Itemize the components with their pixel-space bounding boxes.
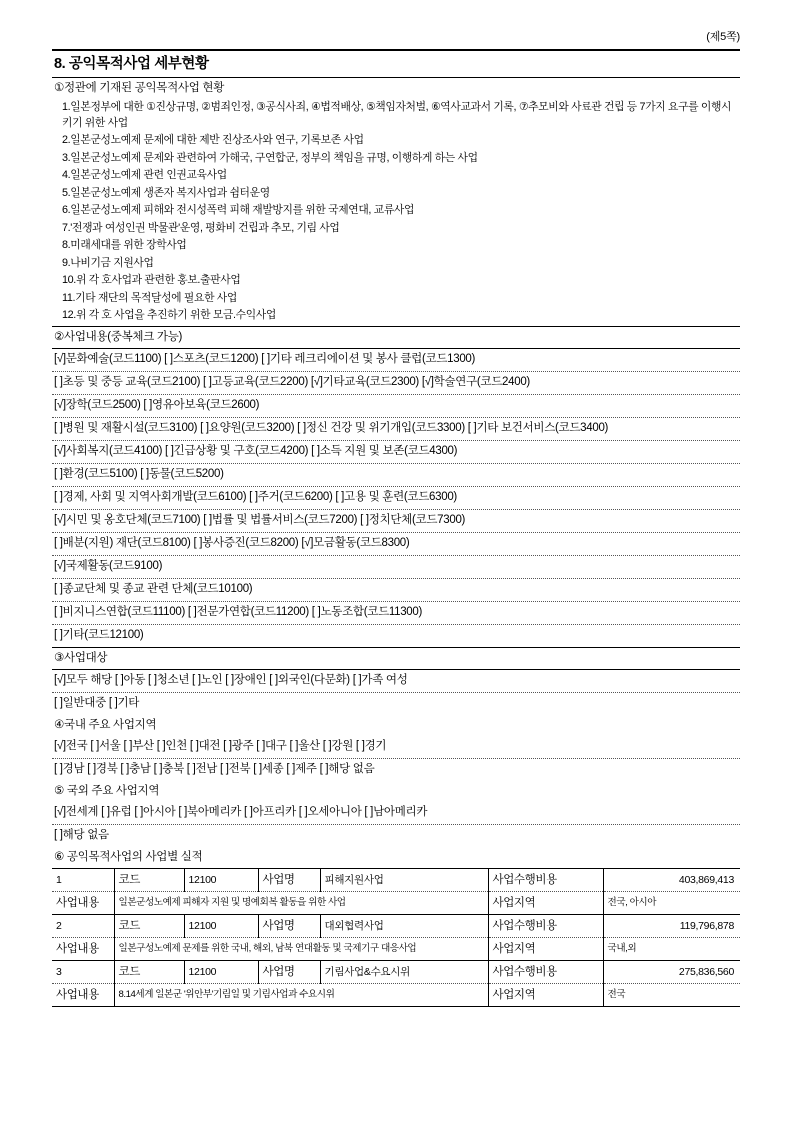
checkbox-row[interactable]: [ ]해당 없음 <box>54 829 109 841</box>
section-heading-3: ③사업대상 <box>52 648 740 670</box>
articles-list <box>52 99 740 327</box>
program-performance-table <box>52 868 740 1007</box>
section-heading-4: ④국내 주요 사업지역 <box>54 718 157 731</box>
content-value: 8.14세계 일본군 '위안부'기림일 및 기림사업과 수요시위 <box>114 983 488 1006</box>
checkbox-row[interactable]: [√]전세계 [ ]유럽 [ ]아시아 [ ]북아메리카 [ ]아프리카 [ ]오세아니아 [ ]남아메리카 <box>52 802 740 825</box>
page-content <box>52 30 740 1007</box>
code-value: 12100 <box>184 960 258 983</box>
list-item: 2.일본군성노예제 문제에 대한 제반 진상조사와 연구, 기록보존 사업 <box>62 134 364 146</box>
checkbox-row[interactable]: [ ]종교단체 및 종교 관련 단체(코드10100) <box>52 579 740 602</box>
section-heading-5: ⑤ 국외 주요 사업지역 <box>54 784 160 797</box>
list-item: 3.일본군성노예제 문제와 관련하여 가해국, 구연합군, 정부의 책임을 규명, 이행하게 하는 사업 <box>62 151 478 164</box>
content-value: 일본군성노예제 피해자 지원 및 명예회복 활동을 위한 사업 <box>114 891 488 914</box>
program-name-value: 기림사업&수요시위 <box>320 960 488 983</box>
business-content-checklist <box>52 348 740 648</box>
page-title: 8. 공익목적사업 세부현황 <box>52 49 740 78</box>
checkbox-row[interactable]: [√]시민 및 옹호단체(코드7100) [ ]법률 및 법률서비스(코드7200) [ ]정치단체(코드7300) <box>52 510 740 533</box>
table-row <box>52 983 740 1006</box>
content-label: 사업내용 <box>52 983 114 1006</box>
section-heading-1: ①정관에 기재된 공익목적사업 현황 <box>54 82 225 94</box>
code-value: 12100 <box>184 868 258 891</box>
region-value: 국내,외 <box>603 937 740 960</box>
list-item: 10.위 각 호사업과 관련한 홍보.출판사업 <box>62 274 241 286</box>
cost-value: 403,869,413 <box>603 868 740 891</box>
program-name-value: 피해지원사업 <box>320 868 488 891</box>
list-item: 9.나비기금 지원사업 <box>62 256 154 269</box>
region-label: 사업지역 <box>488 937 603 960</box>
checkbox-row[interactable]: [ ]초등 및 중등 교육(코드2100) [ ]고등교육(코드2200) [√]기타교육(코드2300) [√]학술연구(코드2400) <box>52 372 740 395</box>
list-item: 1.일본정부에 대한 ①진상규명, ②범죄인정, ③공식사죄, ④법적배상, ⑤책임자처벌, ⑥역사교과서 기록, ⑦추모비와 사료관 건립 등 7가지 요구를 이행시키기 위한 사업 <box>62 101 732 129</box>
program-name-value: 대외협력사업 <box>320 914 488 937</box>
checkbox-row[interactable]: [ ]비지니스연합(코드11100) [ ]전문가연합(코드11200) [ ]노동조합(코드11300) <box>52 602 740 625</box>
checkbox-row[interactable]: [√]모두 해당 [ ]아동 [ ]청소년 [ ]노인 [ ]장애인 [ ]외국인(다문화) [ ]가족 여성 <box>52 670 740 693</box>
section-heading-2: ②사업내용(중복체크 가능) <box>54 330 183 343</box>
list-item: 11.기타 재단의 목적달성에 필요한 사업 <box>62 291 237 304</box>
region-value: 전국 <box>603 983 740 1006</box>
list-item: 8.미래세대를 위한 장학사업 <box>62 239 187 251</box>
region-label: 사업지역 <box>488 983 603 1006</box>
checkbox-row[interactable]: [ ]일반대중 [ ]기타 <box>54 697 140 709</box>
content-value: 일본구성노예제 문제를 위한 국내, 해외, 남북 연대활동 및 국제기구 대응사업 <box>114 937 488 960</box>
domestic-region-checklist <box>52 736 740 781</box>
overseas-region-checklist <box>52 802 740 847</box>
table-row <box>52 960 740 983</box>
business-target-checklist <box>52 670 740 715</box>
checkbox-row[interactable]: [√]문화예술(코드1100) [ ]스포츠(코드1200) [ ]기타 레크리에이션 및 봉사 클럽(코드1300) <box>52 349 740 372</box>
table-row <box>52 914 740 937</box>
table-row <box>52 868 740 891</box>
checkbox-row[interactable]: [√]사회복지(코드4100) [ ]긴급상황 및 구호(코드4200) [ ]소득 지원 및 보존(코드4300) <box>52 441 740 464</box>
region-label: 사업지역 <box>488 891 603 914</box>
checkbox-row[interactable]: [ ]환경(코드5100) [ ]동물(코드5200) <box>52 464 740 487</box>
program-number: 1 <box>52 868 114 891</box>
code-label: 코드 <box>114 868 184 891</box>
program-number: 3 <box>52 960 114 983</box>
list-item: 7.'전쟁과 여성인권 박물관'운영, 평화비 건립과 추모, 기림 사업 <box>62 221 340 234</box>
checkbox-row[interactable]: [ ]배분(지원) 재단(코드8100) [ ]봉사증진(코드8200) [√]모금활동(코드8300) <box>52 533 740 556</box>
checkbox-row[interactable]: [√]전국 [ ]서울 [ ]부산 [ ]인천 [ ]대전 [ ]광주 [ ]대구 [ ]울산 [ ]강원 [ ]경기 <box>52 736 740 759</box>
table-row <box>52 937 740 960</box>
program-number: 2 <box>52 914 114 937</box>
cost-label: 사업수행비용 <box>488 960 603 983</box>
checkbox-row[interactable]: [√]장학(코드2500) [ ]영유아보육(코드2600) <box>52 395 740 418</box>
program-name-label: 사업명 <box>258 868 320 891</box>
list-item: 5.일본군성노예제 생존자 복지사업과 쉼터운영 <box>62 186 270 199</box>
list-item: 4.일본군성노예제 관련 인권교육사업 <box>62 169 227 181</box>
checkbox-row[interactable]: [√]국제활동(코드9100) <box>52 556 740 579</box>
checkbox-row[interactable]: [ ]기타(코드12100) <box>54 629 144 641</box>
content-label: 사업내용 <box>52 891 114 914</box>
cost-label: 사업수행비용 <box>488 868 603 891</box>
page-number-marker: (제5쪽) <box>706 31 740 43</box>
program-name-label: 사업명 <box>258 960 320 983</box>
checkbox-row[interactable]: [ ]경남 [ ]경북 [ ]충남 [ ]충북 [ ]전남 [ ]전북 [ ]세종 [ ]제주 [ ]해당 없음 <box>54 763 375 775</box>
cost-value: 275,836,560 <box>603 960 740 983</box>
table-row <box>52 891 740 914</box>
code-value: 12100 <box>184 914 258 937</box>
code-label: 코드 <box>114 960 184 983</box>
region-value: 전국, 아시아 <box>603 891 740 914</box>
content-label: 사업내용 <box>52 937 114 960</box>
code-label: 코드 <box>114 914 184 937</box>
cost-value: 119,796,878 <box>603 914 740 937</box>
checkbox-row[interactable]: [ ]경제, 사회 및 지역사회개발(코드6100) [ ]주거(코드6200) [ ]고용 및 훈련(코드6300) <box>52 487 740 510</box>
checkbox-row[interactable]: [ ]병원 및 재활시설(코드3100) [ ]요양원(코드3200) [ ]정신 건강 및 위기개입(코드3300) [ ]기타 보건서비스(코드3400) <box>52 418 740 441</box>
cost-label: 사업수행비용 <box>488 914 603 937</box>
list-item: 12.위 각 호 사업을 추진하기 위한 모금.수익사업 <box>62 309 276 321</box>
program-name-label: 사업명 <box>258 914 320 937</box>
section-heading-6: ⑥ 공익목적사업의 사업별 실적 <box>54 850 203 863</box>
list-item: 6.일본군성노예제 피해와 전시성폭력 피해 재발방지를 위한 국제연대, 교류사업 <box>62 204 415 216</box>
